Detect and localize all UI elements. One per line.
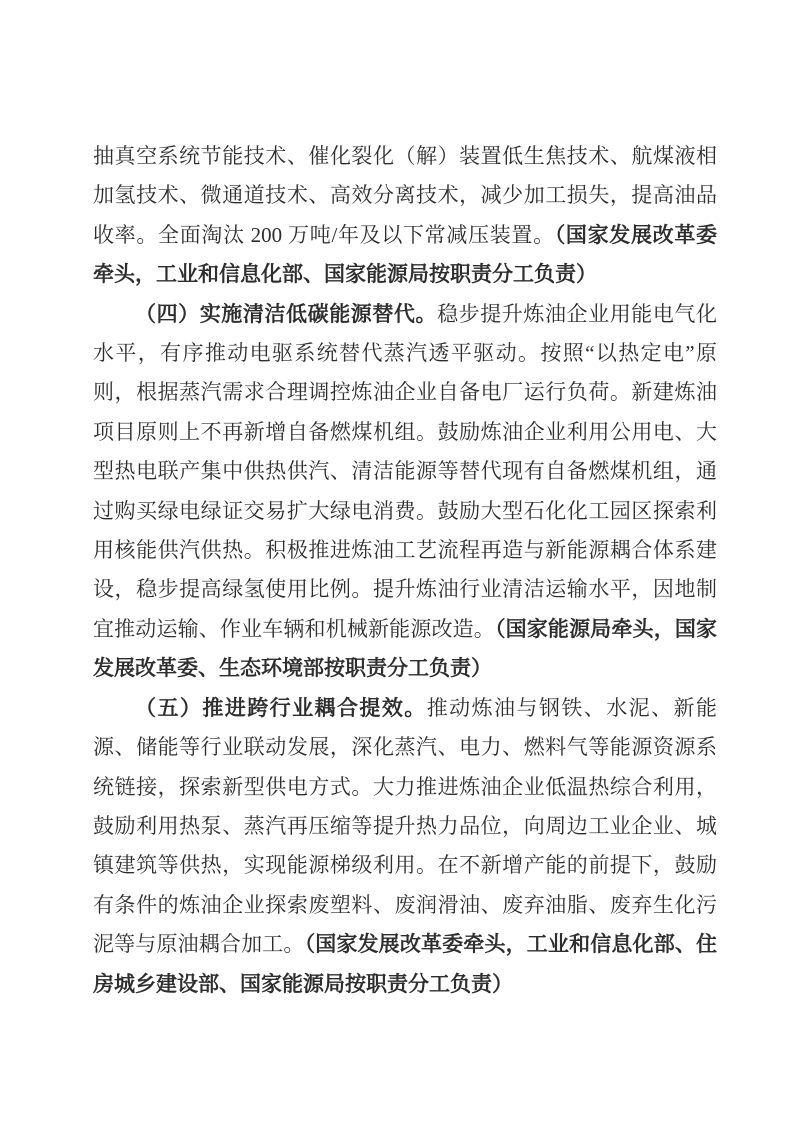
paragraph	[93, 295, 717, 689]
body-text: 抽真空系统节能技术、催化裂化（解）装置低生焦技术、航煤液相加氢技术、微通道技术、高效分离技术，减少加工损失，提高油品收率。全面淘汰 200 万吨/年及以下常减压装置。	[93, 144, 717, 247]
section-heading: （四）实施清洁低碳能源替代。	[135, 301, 438, 326]
section-heading: （五）推进跨行业耦合提效。	[135, 695, 427, 720]
responsibility-attribution: （国家能源局牵头，国家发展改革委、生态环境部按职责分工负责）	[93, 616, 718, 681]
body-text: 推动炼油与钢铁、水泥、新能源、储能等行业联动发展，深化蒸汽、电力、燃料气等能源资源系统链接，探索新型供电方式。大力推进炼油企业低温热综合利用，鼓励利用热泵、蒸汽再压缩等提升热力品位，向周边工业企业、城镇建筑等供热，实现能源梯级利用。在不新增产能的前提下，鼓励有条件的炼油企业探索废塑料、废润滑油、废弃油脂、废弃生化污泥等与原油耦合加工。	[93, 695, 717, 957]
responsibility-attribution: （国家发展改革委牵头，工业和信息化部、国家能源局按职责分工负责）	[93, 222, 717, 287]
body-text: 稳步提升炼油企业用能电气化水平，有序推动电驱系统替代蒸汽透平驱动。按照“以热定电”原则，根据蒸汽需求合理调控炼油企业自备电厂运行负荷。新建炼油项目原则上不再新增自备燃煤机组。鼓励炼油企业利用公用电、大型热电联产集中供热供汽、清洁能源等替代现有自备燃煤机组，通过购买绿电绿证交易扩大绿电消费。鼓励大型石化化工园区探索利用核能供汽供热。积极推进炼油工艺流程再造与新能源耦合体系建设，稳步提高绿氢使用比例。提升炼油行业清洁运输水平，因地制宜推动运输、作业车辆和机械新能源改造。	[93, 301, 718, 641]
paragraph	[93, 137, 717, 295]
responsibility-attribution: （国家发展改革委牵头，工业和信息化部、住房城乡建设部、国家能源局按职责分工负责）	[93, 932, 718, 996]
paragraph	[93, 689, 717, 1004]
document-body	[93, 137, 717, 1004]
